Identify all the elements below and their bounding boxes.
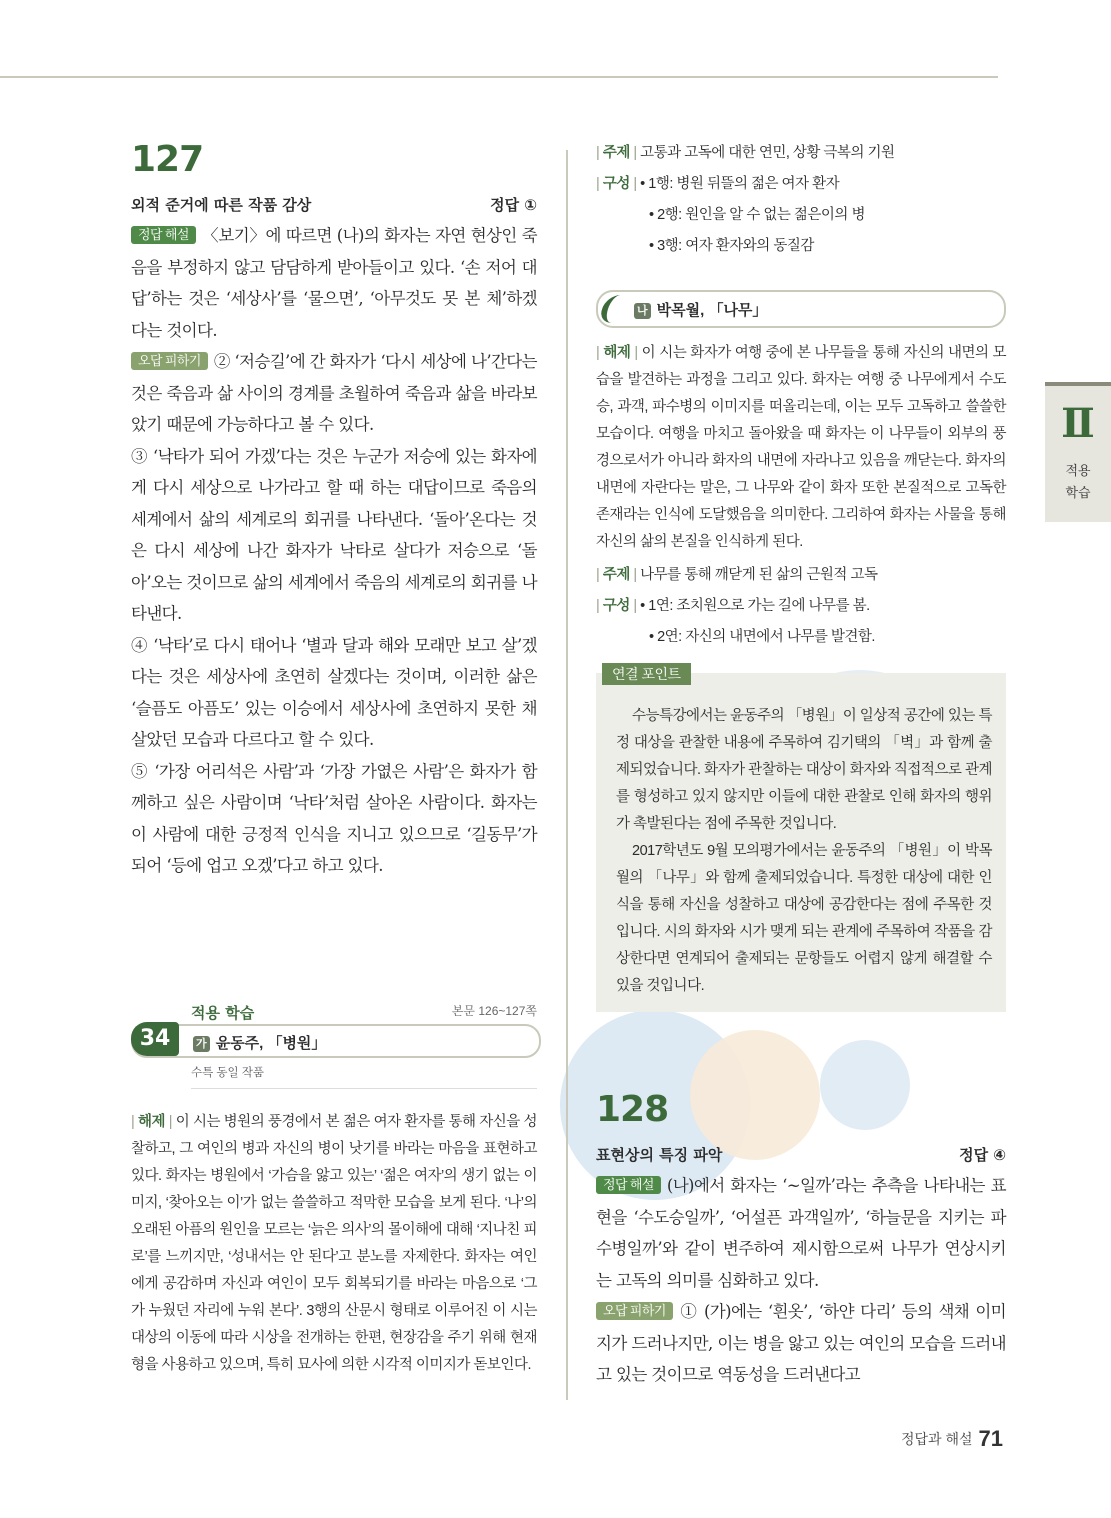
right-column [596, 140, 1006, 1391]
connection-paragraph-2: 2017학년도 9월 모의평가에서는 윤동주의 「병원」이 박목월의 「나무」와 함께 출제되었습니다. 특정한 대상에 대한 인식을 통해 자신을 성찰하고 대상에 공감한다는 점에 주목한 것입니다. 시의 화자와 시가 맺게 되는 관계에 주목하여 작품을 감상한다면 연계되어 출제되는 문항들도 어렵지 않게 해결할 수 있을 것입니다. [616, 843, 992, 994]
question-type: 외적 준거에 따른 작품 감상 [131, 196, 312, 214]
structure-label: 구성 [602, 176, 630, 192]
poem-na-summary: | 해제 | 이 시는 화자가 여행 중에 본 나무들을 통해 자신의 내면의 모습을 발견하는 과정을 그리고 있다. 화자는 여행 중 나무에게서 수도승, 과객, 파수병의 이미지를 떠올리는데, 이는 모두 고독하고 쓸쓸한 모습이다. 여행을 마치고 돌아왔을 때 화자는 이 나무들이 외부의 풍경으로서가 아니라 화자의 내면에 자라나고 있음을 깨닫는다. 화자의 내면에 자란다는 말은, 그 나무와 같이 화자 또한 본질적으로 고독한 존재라는 인식에 도달했음을 의미한다. 그리하여 화자는 사물을 통해 자신의 삶의 본질을 인식하게 된다. | 주제 | 나무를 통해 깨닫게 된 삶의 근원적 고독 | 구성 | • 1연: 조치원으로 가는 길에 나무를 봄. • 2연: 자신의 내면에서 나무를 발견함. [596, 340, 1006, 651]
structure-line-2: • 2행: 원인을 알 수 없는 젊은이의 병 [649, 207, 865, 223]
answer-label: 정답 ④ [959, 1146, 1006, 1164]
avoid-item-2: ② ‘저승길’에 간 화자가 ‘다시 세상에 나’간다는 것은 죽음과 삶 사이의 경계를 초월하여 죽음과 삶을 바라보았기 때문에 가능하다고 볼 수 있다. [131, 352, 537, 434]
top-rule [0, 76, 998, 78]
avoid-item-3: ③ ‘낙타가 되어 가겠’다는 것은 누군가 저승에 있는 화자에게 다시 세상으로 나가라고 할 때 하는 대답이므로 죽음의 세계에서 삶의 세계로의 회귀를 나타낸다. ‘돌아’온다는 것은 다시 세상에 나간 화자가 낙타로 살다가 저승으로 ‘돌아’오는 것이므로 삶의 세계에서 죽음의 세계로의 회귀를 나타낸다. [131, 446, 537, 623]
explanation-text: (나)에서 화자는 ‘~일까’라는 추측을 나타내는 표현을 ‘수도승일까’, ‘어설픈 과객일까’, ‘하늘문을 지키는 파수병일까’와 같이 변주하여 제시함으로써 나무가 연상시키는 고독의 의미를 심화하고 있다. [596, 1176, 1006, 1290]
theme-label: 주제 [602, 567, 630, 583]
wrong-avoid-tag: 오답 피하기 [596, 1302, 673, 1320]
question-number: 127 [131, 139, 204, 180]
theme-text: 나무를 통해 깨닫게 된 삶의 근원적 고독 [640, 567, 878, 583]
chapter-label-line2: 학습 [1065, 485, 1091, 500]
structure-line-1: • 1연: 조치원으로 가는 길에 나무를 봄. [640, 598, 870, 614]
chapter-side-tab [1045, 382, 1111, 522]
footer-label: 정답과 해설 [901, 1431, 973, 1447]
poem-ga-pill: 가 [193, 1036, 210, 1052]
chapter-numeral: Ⅱ [1061, 400, 1095, 447]
question-header [596, 1144, 1006, 1166]
explain-text: 이 시는 화자가 여행 중에 본 나무들을 통해 자신의 내면의 모습을 발견하는 과정을 그리고 있다. 화자는 여행 중 나무에게서 수도승, 과객, 파수병의 이미지를 떠올리는데, 이는 모두 고독하고 쓸쓸한 모습이다. 여행을 마치고 돌아왔을 때 화자는 이 나무들이 외부의 풍경으로서가 아니라 화자의 내면에 자라나고 있음을 깨닫는다. 화자의 내면에 자란다는 말은, 그 나무와 같이 화자 또한 본질적으로 고독한 존재라는 인식에 도달했음을 의미한다. 그리하여 화자는 사물을 통해 자신의 삶의 본질을 인식하게 된다. [596, 345, 1007, 550]
structure-line-2: • 2연: 자신의 내면에서 나무를 발견함. [649, 629, 875, 645]
avoid-item-4: ④ ‘낙타’로 다시 태어나 ‘별과 달과 해와 모래만 보고 살’겠다는 것은 세상사에 초연히 살겠다는 것이며, 이러한 삶은 ‘슬픔도 아픔도’ 있는 이승에서 세상사에 초연하지 못한 채 살았던 모습과 다르다고 할 수 있다. [131, 635, 537, 749]
section-explanation: | 해제 | 이 시는 병원의 풍경에서 본 젊은 여자 환자를 통해 자신을 성찰하고, 그 여인의 병과 자신의 병이 낫기를 바라는 마음을 표현하고 있다. 화자는 병원에서 ‘가슴을 앓고 있는’ ‘젊은 여자’의 생기 없는 이미지, ‘찾아오는 이’가 없는 쓸쓸하고 적막한 모습을 보게 된다. ‘나’의 오래된 아픔의 원인을 모르는 ‘늙은 의사’의 몰이해에 대해 ‘지나친 피로’를 느끼지만, ‘성내서는 안 된다’고 분노를 자제한다. 화자는 여인에게 공감하며 자신과 여인이 모두 회복되기를 바라는 마음으로 ‘그가 누웠던 자리에 누워 본다’. 3행의 산문시 형태로 이루어진 이 시는 대상의 이동에 따라 시상을 전개하는 한편, 현장감을 주기 위해 현재형을 사용하고 있으며, 특히 묘사에 의한 시각적 이미지가 돋보인다. [131, 1114, 538, 1373]
explanation-text: 〈보기〉에 따르면 (나)의 화자는 자연 현상인 죽음을 부정하지 않고 담담하게 받아들이고 있다. ‘손 저어 대답’하는 것은 ‘세상사’를 ‘물으면’, ‘아무것도 못 본 체’하겠다는 것이다. [131, 226, 537, 340]
explain-text: 이 시는 병원의 풍경에서 본 젊은 여자 환자를 통해 자신을 성찰하고, 그 여인의 병과 자신의 병이 낫기를 바라는 마음을 표현하고 있다. 화자는 병원에서 ‘가슴을 앓고 있는’ ‘젊은 여자’의 생기 없는 이미지, ‘찾아오는 이’가 없는 쓸쓸하고 적막한 모습을 보게 된다. ‘나’의 오래된 아픔의 원인을 모르는 ‘늙은 의사’의 몰이해에 대해 ‘지나친 피로’를 느끼지만, ‘성내서는 안 된다’고 분노를 자제한다. 화자는 여인에게 공감하며 자신과 여인이 모두 회복되기를 바라는 마음으로 ‘그가 누웠던 자리에 누워 본다’. 3행의 산문시 형태로 이루어진 이 시는 대상의 이동에 따라 시상을 전개하는 한편, 현장감을 주기 위해 현재형을 사용하고 있으며, 특히 묘사에 의한 시각적 이미지가 돋보인다. [131, 1114, 538, 1373]
answer-explanation [596, 1170, 1006, 1391]
structure-line-1: • 1행: 병원 뒤뜰의 젊은 여자 환자 [640, 176, 840, 192]
answer-label: 정답 ① [490, 196, 537, 214]
poem-na-pill: 나 [634, 303, 651, 319]
answer-explanation [131, 220, 537, 882]
question-header [131, 194, 537, 216]
avoid-item-1: ① (가)에는 ‘흰옷’, ‘하얀 다리’ 등의 색채 이미지가 드러나지만, 이는 병을 앓고 있는 여인의 모습을 드러내고 있는 것이므로 역동성을 드러낸다고 [596, 1302, 1006, 1384]
connection-point-box [596, 666, 1006, 1012]
question-number: 128 [596, 1089, 669, 1130]
section-number: 34 [131, 1022, 179, 1056]
structure-label: 구성 [602, 598, 630, 614]
left-column [131, 139, 538, 1373]
page-footer [901, 1426, 1003, 1452]
wrong-avoid-tag: 오답 피하기 [131, 352, 208, 370]
poem-na-title: 박목월, 「나무」 [656, 302, 768, 319]
connection-paragraph-1: 수능특강에서는 윤동주의 「병원」이 일상적 공간에 있는 특정 대상을 관찰한 내용에 주목하여 김기택의 「벽」과 함께 출제되었습니다. 화자가 관찰하는 대상이 화자와 직접적으로 관계를 형성하고 있지 않지만 이들에 대한 관찰로 인해 화자의 행위가 촉발된다는 점에 주목한 것입니다. [616, 708, 992, 832]
question-type: 표현상의 특징 파악 [596, 1146, 723, 1164]
poem-ga-summary: | 주제 | 고통과 고독에 대한 연민, 상황 극복의 기원 | 구성 | • 1행: 병원 뒤뜰의 젊은 여자 환자 • 2행: 원인을 알 수 없는 젊은이의 병 • 3행: 여자 환자와의 동질감 [596, 140, 1006, 260]
section-title: 윤동주, 「병원」 [215, 1035, 327, 1052]
poem-na-banner [596, 290, 1006, 328]
structure-line-3: • 3행: 여자 환자와의 동질감 [649, 238, 814, 254]
page-number: 71 [978, 1426, 1003, 1451]
section-subtitle: 수특 동일 작품 [191, 1064, 537, 1089]
theme-text: 고통과 고독에 대한 연민, 상황 극복의 기원 [640, 145, 895, 161]
theme-label: 주제 [602, 145, 630, 161]
avoid-item-5: ⑤ ‘가장 어리석은 사람’과 ‘가장 가엾은 사람’은 화자가 함께하고 싶은 사람이며 ‘낙타’처럼 살아온 사람이다. 화자는 이 사람에 대한 긍정적 인식을 지니고 있으므로 ‘길동무’가 되어 ‘등에 업고 오겠’다고 하고 있다. [131, 761, 537, 875]
section-34 [131, 1002, 537, 1379]
connection-point-tag: 연결 포인트 [602, 663, 691, 685]
section-pages: 본문 126~127쪽 [451, 1004, 537, 1018]
section-label: 적용 학습 [191, 1004, 255, 1022]
column-divider [566, 150, 568, 1400]
chapter-label-line1: 적용 [1065, 463, 1091, 478]
correct-explanation-tag: 정답 해설 [596, 1176, 661, 1194]
explain-label: 해제 [603, 345, 631, 361]
question-128 [596, 1090, 1006, 1391]
correct-explanation-tag: 정답 해설 [131, 226, 196, 244]
explain-label: 해제 [138, 1114, 166, 1130]
